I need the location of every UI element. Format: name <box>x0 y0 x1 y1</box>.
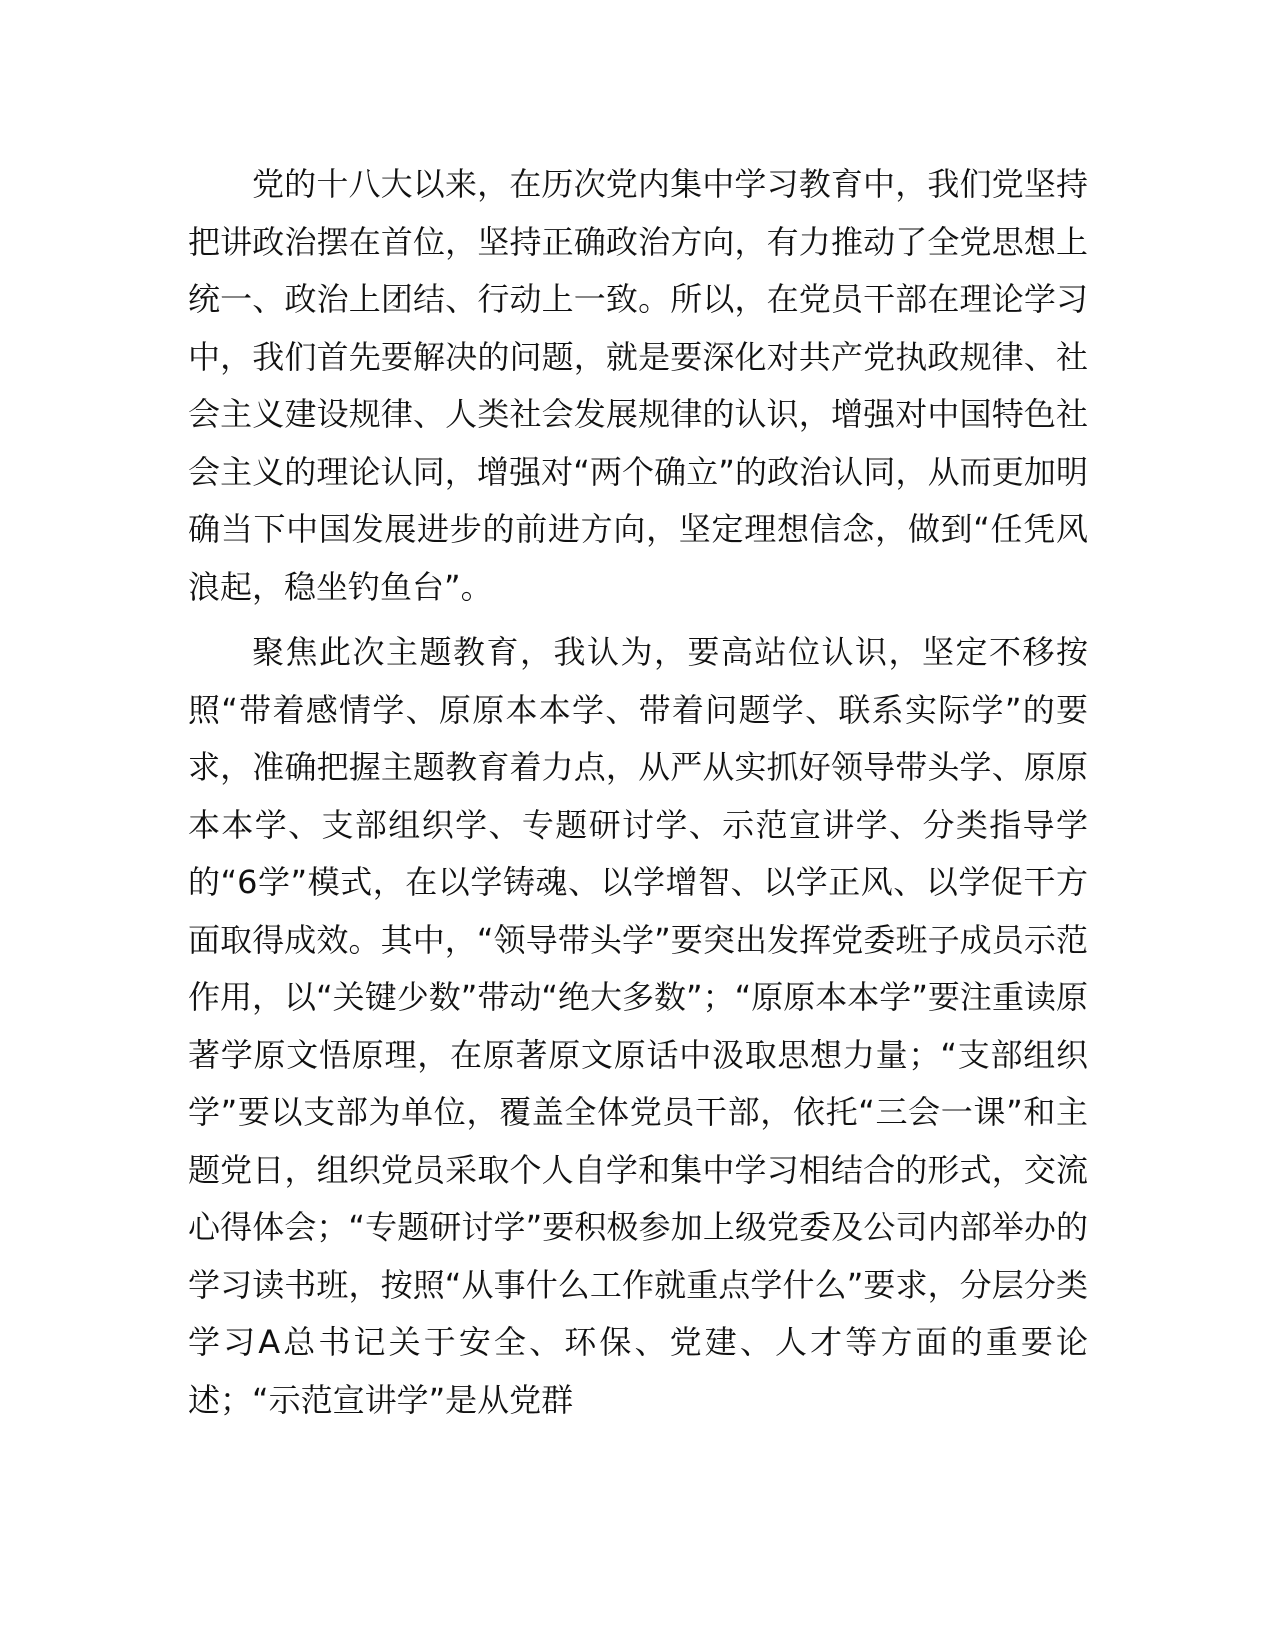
paragraph-2: 聚焦此次主题教育，我认为，要高站位认识，坚定不移按照“带着感情学、原原本本学、带着问题学、联系实际学”的要求，准确把握主题教育着力点，从严从实抓好领导带头学、原原本本学、支部组织学、专题研讨学、示范宣讲学、分类指导学的“6学”模式，在以学铸魂、以学增智、以学正风、以学促干方面取得成效。其中，“领导带头学”要突出发挥党委班子成员示范作用，以“关键少数”带动“绝大多数”；“原原本本学”要注重读原著学原文悟原理，在原著原文原话中汲取思想力量；“支部组织学”要以支部为单位，覆盖全体党员干部，依托“三会一课”和主题党日，组织党员采取个人自学和集中学习相结合的形式，交流心得体会；“专题研讨学”要积极参加上级党委及公司内部举办的学习读书班，按照“从事什么工作就重点学什么”要求，分层分类学习A总书记关于安全、环保、党建、人才等方面的重要论述；“示范宣讲学”是从党群 <box>188 633 1088 1419</box>
paragraph-1: 党的十八大以来，在历次党内集中学习教育中，我们党坚持把讲政治摆在首位，坚持正确政治方向，有力推动了全党思想上统一、政治上团结、行动上一致。所以，在党员干部在理论学习中，我们首先要解决的问题，就是要深化对共产党执政规律、社会主义建设规律、人类社会发展规律的认识，增强对中国特色社会主义的理论认同，增强对“两个确立”的政治认同，从而更加明确当下中国发展进步的前进方向，坚定理想信念，做到“任凭风浪起，稳坐钓鱼台”。 <box>188 165 1088 606</box>
document-body <box>188 156 1088 1429</box>
